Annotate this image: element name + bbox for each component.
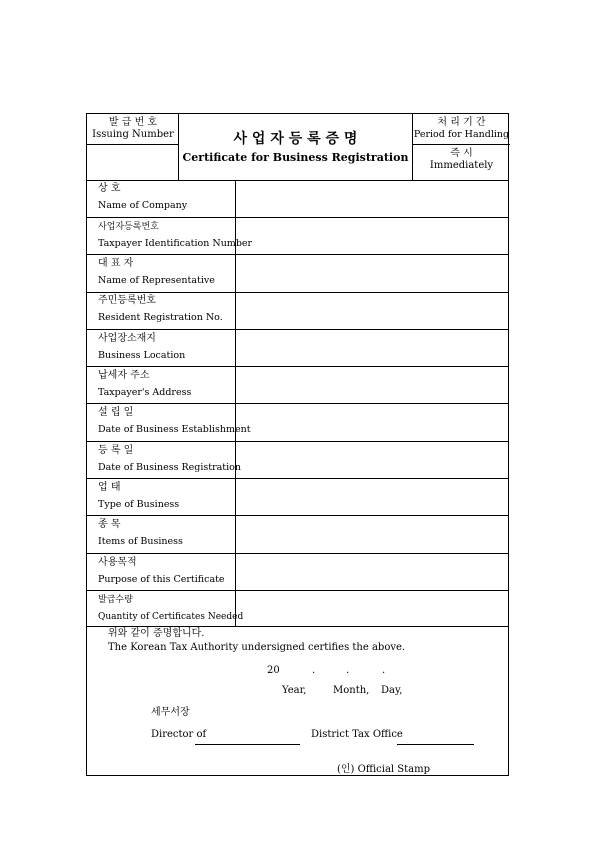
- registration-date-field[interactable]: [236, 442, 509, 478]
- business-type-field[interactable]: [236, 479, 509, 515]
- row-label-en-quantity: Quantity of Certificates Needed: [98, 612, 244, 622]
- row-label-en-tin: Taxpayer Identification Number: [98, 238, 253, 249]
- row-label-ko-items: 종 목: [98, 519, 121, 530]
- quantity-field[interactable]: [236, 591, 509, 626]
- row-label-ko-address: 납세자 주소: [98, 370, 150, 381]
- company-name-field[interactable]: [236, 181, 509, 217]
- taxpayer-address-field[interactable]: [236, 367, 509, 403]
- certificate-title-ko: 사 업 자 등 록 증 명: [233, 131, 358, 147]
- business-location-field[interactable]: [236, 330, 509, 366]
- purpose-field[interactable]: [236, 554, 509, 590]
- immediately-label-en: Immediately: [429, 160, 494, 171]
- business-items-field[interactable]: [236, 516, 509, 553]
- representative-field[interactable]: [236, 255, 509, 292]
- date-dot-day: .: [382, 665, 386, 676]
- director-of-label: Director of: [151, 729, 207, 740]
- row-label-ko-establishment: 설 립 일: [98, 407, 134, 418]
- row-label-ko-representative: 대 표 자: [98, 258, 134, 269]
- row-label-ko-purpose: 사용목적: [98, 557, 137, 568]
- row-line: [87, 626, 508, 627]
- row-label-ko-company: 상 호: [98, 183, 121, 194]
- row-label-en-purpose: Purpose of this Certificate: [98, 574, 225, 585]
- row-label-ko-resident-no: 주민등록번호: [98, 295, 156, 306]
- taxpayer-id-field[interactable]: [236, 218, 509, 254]
- director-name-line: [397, 744, 474, 745]
- row-label-ko-location: 사업장소재지: [98, 333, 156, 344]
- row-label-en-resident-no: Resident Registration No.: [98, 312, 223, 323]
- certificate-title-en: Certificate for Business Registration: [182, 151, 409, 164]
- certify-statement-en: The Korean Tax Authority undersigned certifies the above.: [108, 642, 406, 653]
- immediately-label-ko: 즉 시: [450, 148, 473, 159]
- row-label-ko-type: 업 태: [98, 482, 121, 493]
- row-label-ko-quantity: 발급수량: [98, 595, 133, 605]
- establishment-date-field[interactable]: [236, 404, 509, 441]
- period-label-ko: 처 리 기 간: [437, 117, 486, 128]
- resident-no-field[interactable]: [236, 293, 509, 329]
- issuing-number-label-en: Issuing Number: [92, 129, 174, 140]
- row-label-en-type: Type of Business: [98, 499, 180, 510]
- certify-statement-ko: 위와 같이 증명합니다.: [108, 628, 205, 639]
- row-label-ko-registration: 등 록 일: [98, 445, 134, 456]
- certificate-form: [86, 113, 509, 776]
- date-dot-month: .: [346, 665, 350, 676]
- year-label: Year,: [282, 685, 307, 696]
- district-tax-office-label: District Tax Office: [311, 729, 403, 740]
- row-label-ko-tin: 사업자등록번호: [98, 222, 159, 232]
- row-label-en-representative: Name of Representative: [98, 275, 215, 286]
- tax-office-head-ko: 세무서장: [151, 707, 190, 718]
- row-label-en-company: Name of Company: [98, 200, 188, 211]
- issuing-number-field[interactable]: [87, 145, 178, 180]
- row-label-en-establishment: Date of Business Establishment: [98, 424, 251, 435]
- month-label: Month,: [333, 685, 370, 696]
- day-label: Day,: [381, 685, 403, 696]
- row-label-en-location: Business Location: [98, 350, 186, 361]
- date-prefix: 20: [267, 665, 280, 676]
- tax-office-name-line: [195, 744, 300, 745]
- date-dot-year: .: [312, 665, 316, 676]
- row-label-en-registration: Date of Business Registration: [98, 462, 242, 473]
- period-label-en: Period for Handling: [413, 129, 510, 140]
- official-stamp-label: (인) Official Stamp: [337, 764, 430, 775]
- period-divider: [412, 144, 510, 145]
- row-label-en-address: Taxpayer's Address: [98, 387, 192, 398]
- row-label-en-items: Items of Business: [98, 536, 183, 547]
- issuing-number-label-ko: 발 급 번 호: [108, 117, 158, 128]
